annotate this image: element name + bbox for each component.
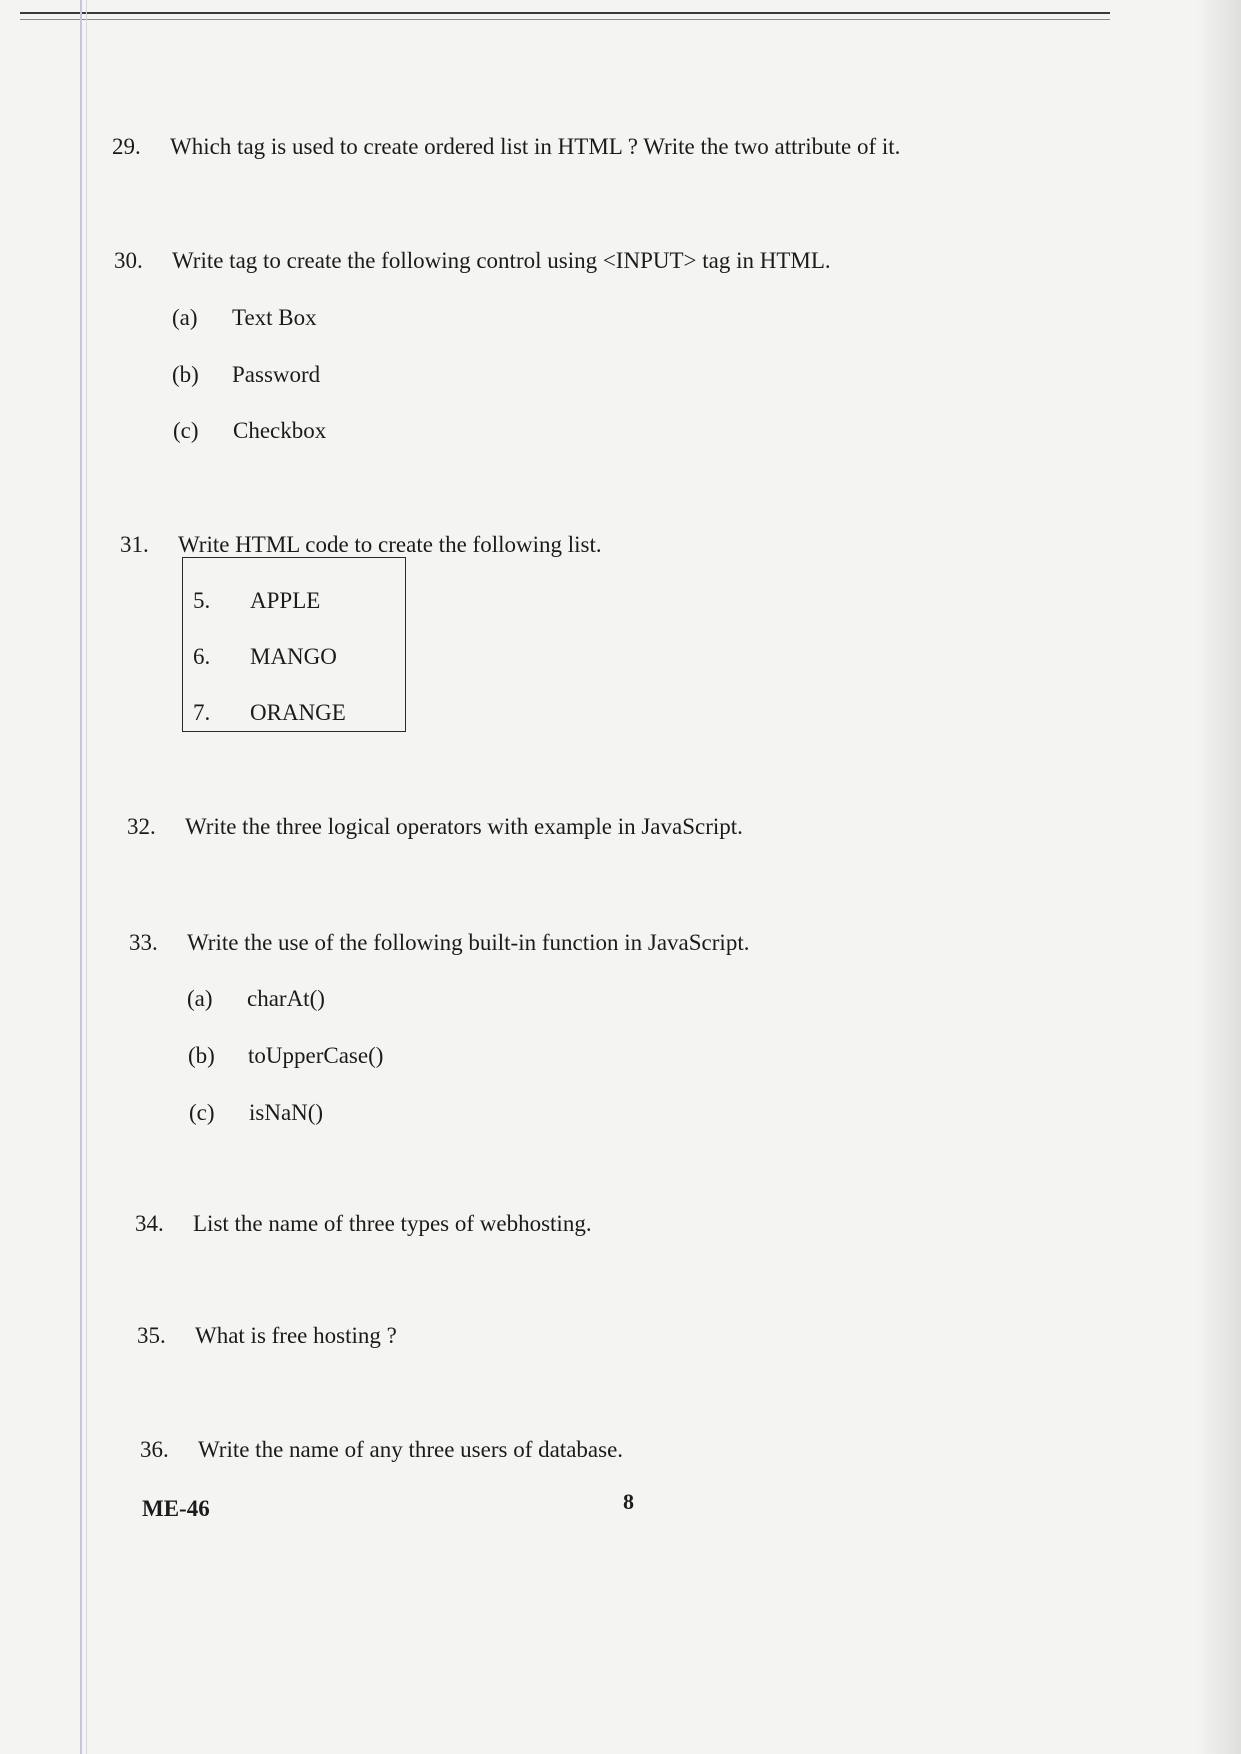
page-number: 8	[623, 1489, 634, 1514]
question-number: 29.	[112, 134, 141, 159]
question-34	[135, 1211, 592, 1237]
question-29	[112, 134, 900, 160]
question-text: Which tag is used to create ordered list in HTML ? Write the two attribute of it.	[170, 134, 901, 159]
option-c	[189, 1100, 323, 1126]
list-item	[193, 588, 320, 614]
margin-line-secondary	[86, 0, 87, 1754]
option-a	[172, 305, 317, 331]
list-item-text: MANGO	[250, 644, 337, 669]
question-text: List the name of three types of webhosting.	[193, 1211, 592, 1236]
option-label: (c)	[189, 1100, 215, 1125]
question-text: Write HTML code to create the following list.	[178, 532, 602, 557]
question-number: 32.	[127, 814, 156, 839]
list-item	[193, 700, 346, 726]
option-text: Checkbox	[233, 418, 327, 443]
option-c	[173, 418, 326, 444]
option-label: (a)	[187, 986, 213, 1011]
question-text: Write tag to create the following control using <INPUT> tag in HTML.	[172, 248, 831, 273]
question-text: Write the three logical operators with example in JavaScript.	[185, 814, 743, 839]
question-33	[129, 930, 749, 956]
question-35	[137, 1323, 397, 1349]
question-number: 31.	[120, 532, 149, 557]
question-31	[120, 532, 602, 558]
paper-code: ME-46	[142, 1496, 210, 1521]
top-rule-thin	[20, 19, 1110, 20]
question-32	[127, 814, 743, 840]
margin-line	[80, 0, 82, 1754]
question-number: 30.	[114, 248, 143, 273]
question-text: Write the use of the following built-in function in JavaScript.	[187, 930, 750, 955]
list-item-text: ORANGE	[250, 700, 346, 725]
option-label: (b)	[188, 1043, 215, 1068]
option-label: (a)	[172, 305, 198, 330]
question-text: What is free hosting ?	[195, 1323, 397, 1348]
list-item-number: 5.	[193, 588, 211, 613]
top-rule	[20, 12, 1110, 14]
option-text: charAt()	[247, 986, 325, 1011]
question-36	[140, 1437, 623, 1463]
option-a	[187, 986, 325, 1012]
option-b	[172, 362, 320, 388]
list-item-number: 6.	[193, 644, 211, 669]
list-sample-box	[182, 557, 406, 732]
option-label: (b)	[172, 362, 199, 387]
question-30	[114, 248, 831, 274]
question-number: 34.	[135, 1211, 164, 1236]
page-edge-shadow	[1195, 0, 1241, 1754]
list-item-text: APPLE	[250, 588, 321, 613]
option-label: (c)	[173, 418, 199, 443]
list-item	[193, 644, 337, 670]
option-text: isNaN()	[249, 1100, 324, 1125]
question-number: 35.	[137, 1323, 166, 1348]
option-text: Password	[232, 362, 321, 387]
question-number: 33.	[129, 930, 158, 955]
question-text: Write the name of any three users of database.	[198, 1437, 624, 1462]
option-b	[188, 1043, 383, 1069]
option-text: toUpperCase()	[248, 1043, 384, 1068]
list-item-number: 7.	[193, 700, 211, 725]
option-text: Text Box	[232, 305, 317, 330]
question-number: 36.	[140, 1437, 169, 1462]
